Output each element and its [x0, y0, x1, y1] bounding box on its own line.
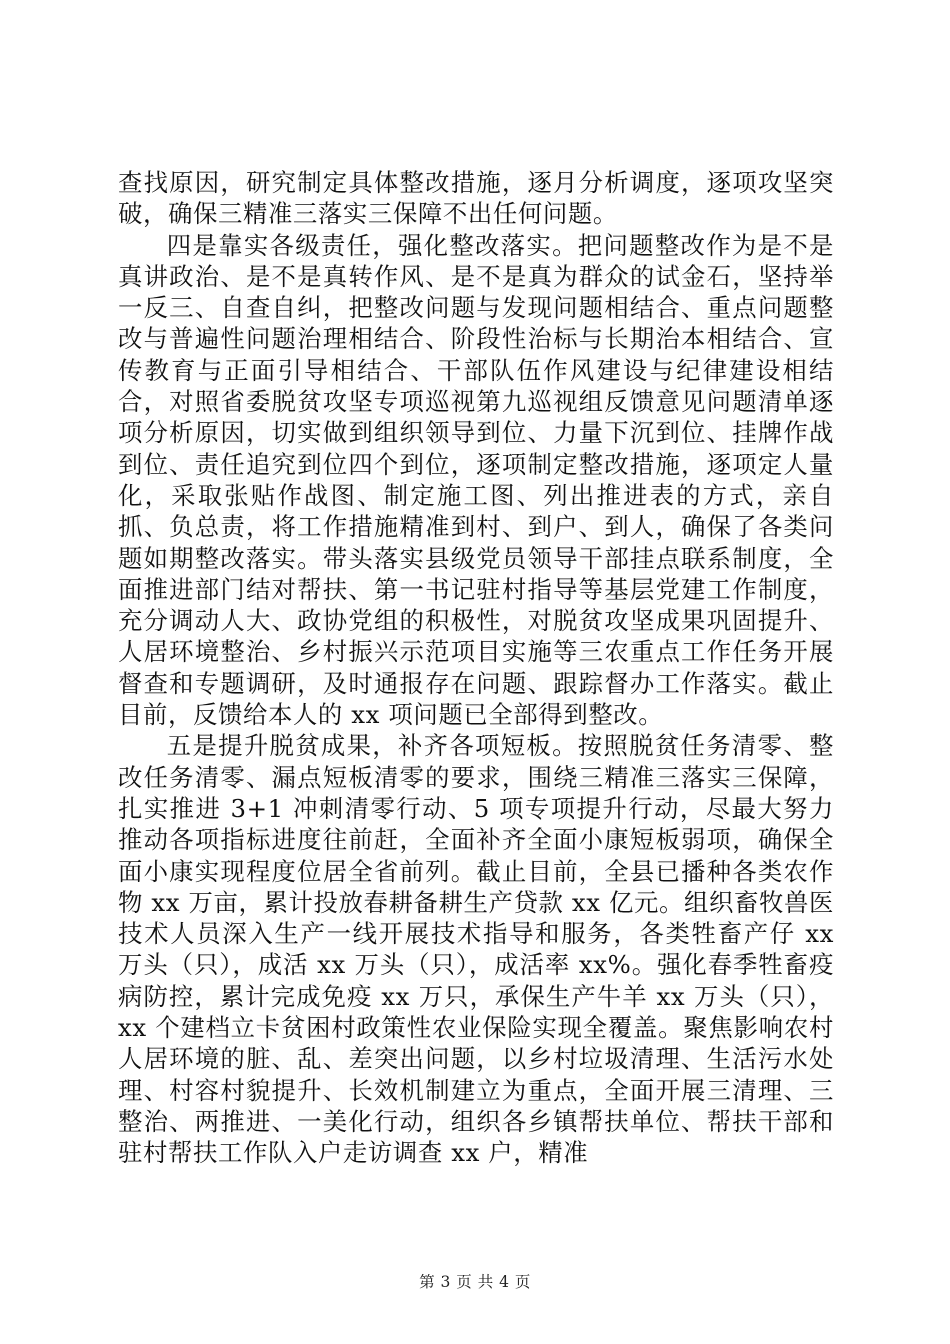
paragraph-point-four: 四是靠实各级责任，强化整改落实。把问题整改作为是不是真讲政治、是不是真转作风、是不是真为群众的试金石，坚持举一反三、自查自纠，把整改问题与发现问题相结合、重点问题整改与普遍性问题治理相结合、阶段性治标与长期治本相结合、宣传教育与正面引导相结合、干部队伍作风建设与纪律建设相结合，对照省委脱贫攻坚专项巡视第九巡视组反馈意见问题清单逐项分析原因，切实做到组织领导到位、力量下沉到位、挂牌作战到位、责任追究到位四个到位，逐项制定整改措施，逐项定人量化，采取张贴作战图、制定施工图、列出推进表的方式，亲自抓、负总责，将工作措施精准到村、到户、到人，确保了各类问题如期整改落实。带头落实县级党员领导干部挂点联系制度，全面推进部门结对帮扶、第一书记驻村指导等基层党建工作制度，充分调动人大、政协党组的积极性，对脱贫攻坚成果巩固提升、人居环境整治、乡村振兴示范项目实施等三农重点工作任务开展督查和专题调研，及时通报存在问题、跟踪督办工作落实。截止目前，反馈给本人的 xx 项问题已全部得到整改。 — [118, 230, 834, 730]
paragraph-continuation: 查找原因，研究制定具体整改措施，逐月分析调度，逐项攻坚突破，确保三精准三落实三保障不出任何问题。 — [118, 168, 834, 229]
paragraph-point-five: 五是提升脱贫成果，补齐各项短板。按照脱贫任务清零、整改任务清零、漏点短板清零的要求，围绕三精准三落实三保障，扎实推进 3+1 冲刺清零行动、5 项专项提升行动，尽最大努力推动各项指标进度往前赶，全面补齐全面小康短板弱项，确保全面小康实现程度位居全省前列。截止目前，全县已播种各类农作物 xx 万亩，累计投放春耕备耕生产贷款 xx 亿元。组织畜牧兽医技术人员深入生产一线开展技术指导和服务，各类牲畜产仔 xx 万头（只），成活 xx 万头（只），成活率 xx%。强化春季牲畜疫病防控，累计完成免疫 xx 万只，承保生产牛羊 xx 万头（只），xx 个建档立卡贫困村政策性农业保险实现全覆盖。聚焦影响农村人居环境的脏、乱、差突出问题，以乡村垃圾清理、生活污水处理、村容村貌提升、长效机制建立为重点，全面开展三清理、三整治、两推进、一美化行动，组织各乡镇帮扶单位、帮扶干部和驻村帮扶工作队入户走访调查 xx 户，精准 — [118, 731, 834, 1168]
document-body — [118, 167, 834, 1169]
page-number-footer: 第 3 页 共 4 页 — [419, 1273, 531, 1291]
